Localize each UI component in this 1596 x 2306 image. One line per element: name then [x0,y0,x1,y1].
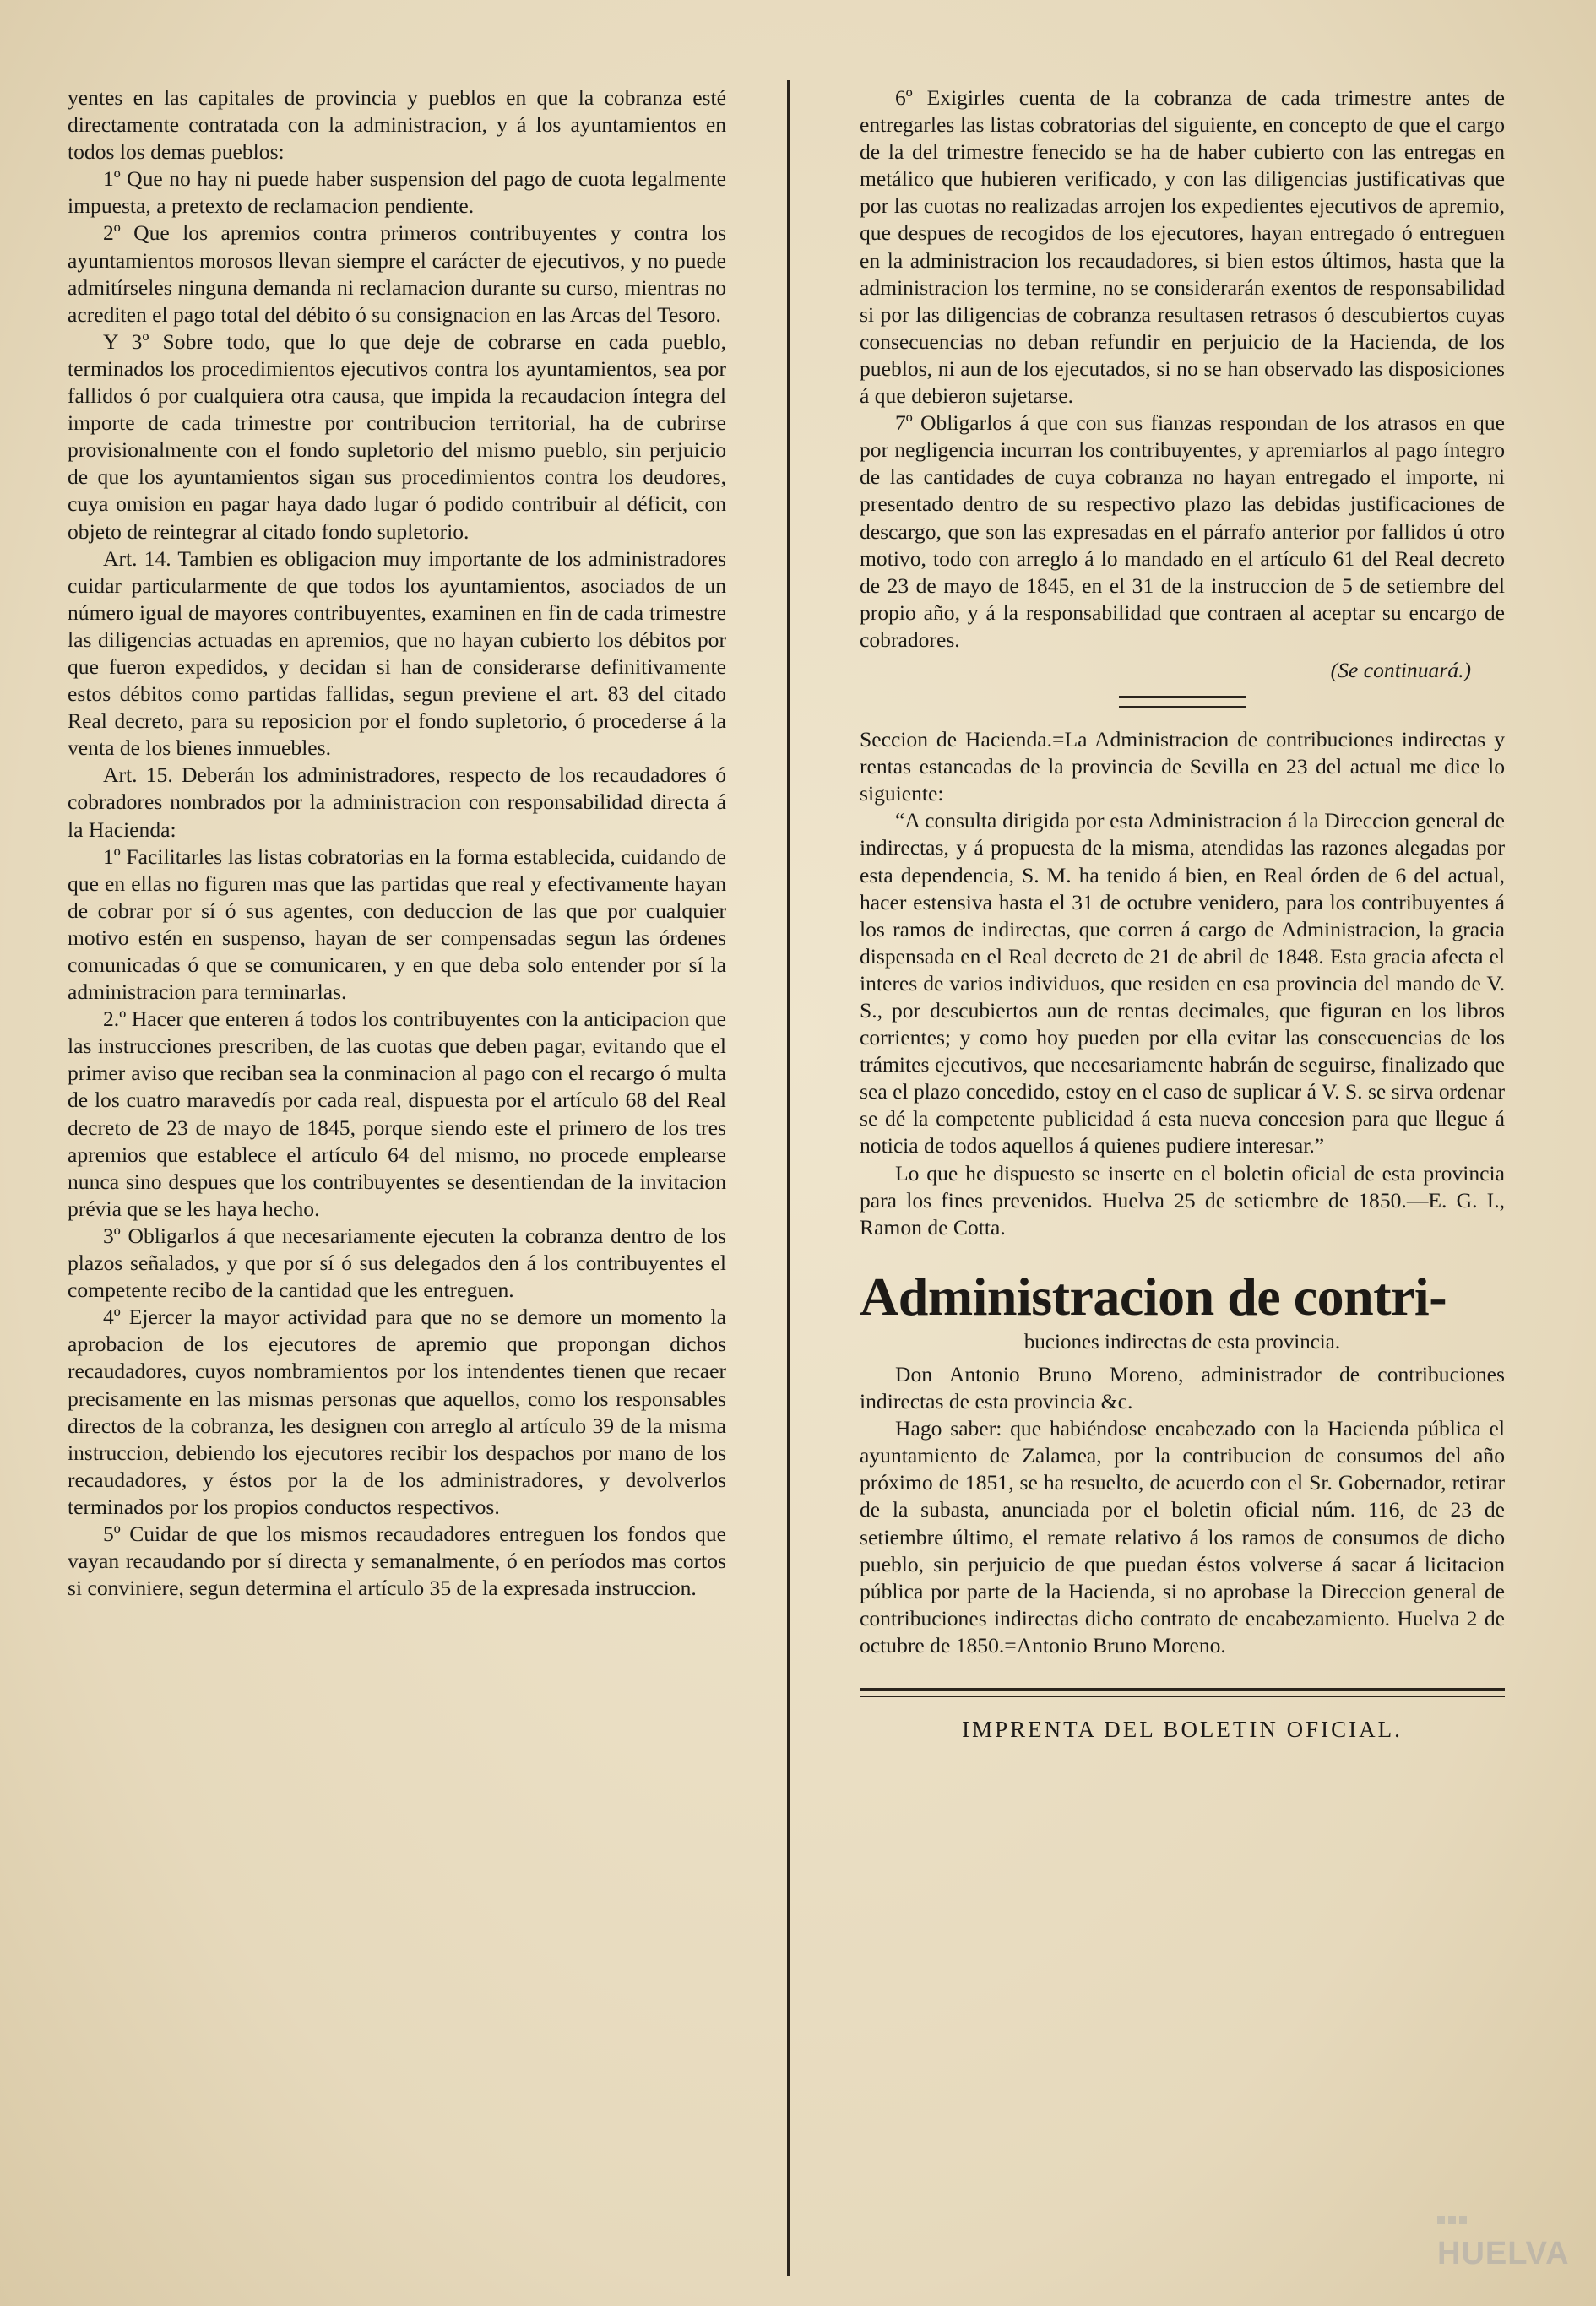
watermark-dots [1437,2216,1467,2224]
paragraph: 1º Que no hay ni puede haber suspension del pago de cuota legalmente impuesta, a pretexto de reclamacion pendiente. [68,166,726,219]
paragraph: 3º Obligarlos á que necesariamente ejecuten la cobranza dentro de los plazos señalados, y que por sí ó sus delegados den á los contribuyentes el competente recibo de la cantidad que les entreguen. [68,1223,726,1303]
paragraph: 4º Ejercer la mayor actividad para que no se demore un momento la aprobacion de los ejecutores de apremio que propongan dichos recaudadores, cuyos nombramientos por los intendentes tienen que recaer precisamente en las mismas personas que aquellos, como los responsables directos de la cobranza, les designen con arreglo al artículo 39 de la misma instruccion, debiendo los ejecutores recibir los despachos por mano de los recaudadores, y éstos por la de los administradores, y devolverlos terminados por los propios conductos respectivos. [68,1305,726,1519]
paragraph: 7º Obligarlos á que con sus fianzas respondan de los atrasos en que por negligencia incurran los contribuyentes, y apremiarlos al pago íntegro de las cantidades de cuya cobranza no hayan entregado el importe, ni presentado dentro de su respectivo plazo las debidas justificaciones de descargo, que son las expresadas en el párrafo anterior por fallidos ú otro motivo, todo con arreglo á lo mandado en el artículo 61 del Real decreto de 23 de mayo de 1845, en el 31 de la instruccion de 5 de setiembre del propio año, y á la responsabilidad que contraen al aceptar su encargo de cobradores. [860,410,1505,652]
section-subheading: buciones indirectas de esta provincia. [1023,1330,1341,1354]
ornament-divider [1119,696,1246,708]
paragraph: 2º Que los apremios contra primeros contribuyentes y contra los ayuntamientos morosos llevan siempre el carácter de ejecutivos, y no puede admitírseles ninguna demanda ni reclamacion durante su curso, mientras no acrediten el pago total del débito ó su consignacion en las Arcas del Tesoro. [68,220,726,327]
paragraph: 1º Facilitarles las listas cobratorias en la forma establecida, cuidando de que en ellas no figuren mas que las partidas que real y efectivamente hayan de cobrar por sí ó sus agentes, con deduccion de las que por cualquier motivo estén en suspenso, hayan de ser compensadas segun las órdenes comunicadas ó que se comunicaren, y en que deba solo entender por sí la administracion para terminarlas. [68,844,726,1005]
paragraph: 2.º Hacer que enteren á todos los contribuyentes con la anticipacion que las instrucciones prescriben, de las cuotas que deben pagar, evitando que el primer aviso que reciban sea la conminacion al pago con el recargo ó multa de los cuatro maravedís por cada real, dispuesta por el artículo 68 del Real decreto de 23 de mayo de 1845, porque siendo este el primero de los tres apremios que establece el artículo 64 del mismo, no procede emplearse nunca sino despues que los contribuyentes se desentiendan de la invitacion prévia que se les haya hecho. [68,1007,726,1221]
paragraph: Y 3º Sobre todo, que lo que deje de cobrarse en cada pueblo, terminados los procedimientos ejecutivos contra los ayuntamientos, sea por fallidos ó por cualquiera otra causa, que impida la recaudacion íntegra del importe de cada trimestre por contribucion territorial, ha de cubrirse provisionalmente con el fondo supletorio del mismo pueblo, sin perjuicio de que los ayuntamientos sigan sus procedimientos contra los deudores, cuya omision en pagar haya dado lugar ó podido contribuir al déficit, con objeto de reintegrar al citado fondo supletorio. [68,328,726,544]
continued-note: (Se continuará.) [1330,657,1471,682]
hacienda-signature: Lo que he dispuesto se inserte en el boletin oficial de esta provincia para los fines prevenidos. Huelva 25 de setiembre de 1850.—E. G. I., Ramon de Cotta. [860,1160,1505,1240]
paragraph: Art. 15. Deberán los administradores, respecto de los recaudadores ó cobradores nombrados por la administracion con responsabilidad directa á la Hacienda: [68,762,726,842]
imprint: IMPRENTA DEL BOLETIN OFICIAL. [962,1716,1403,1742]
watermark-logo: HUELVA [1437,2236,1570,2271]
left-column [68,84,726,1602]
hacienda-quote: “A consulta dirigida por esta Administracion á la Direccion general de indirectas, y á propuesta de la misma, atendidas las razones alegadas por esta dependencia, S. M. ha tenido á bien, en Real órden de 6 del actual, hacer estensiva hasta el 31 de octubre venidero, para los contribuyentes á los ramos de indirectas, que corren á cargo de Administracion, la gracia dispensada en el Real decreto de 21 de abril de 1848. Esta gracia afecta el interes de varios individuos, que residen en esa provincia del mando de V. S., por descubiertos aun de rentas decimales, que figuran en los libros corrientes; y como hoy pueden por ella evitar las consecuencias de los trámites ejecutivos, que necesariamente habrán de seguirse, finalizado que sea el plazo concedido, estoy en el caso de suplicar á V. S. se sirva ordenar se dé la competente publicidad á esta nueva concesion para que llegue á noticia de todos aquellos á quienes pudiere interesar.” [860,808,1505,1158]
right-column [860,84,1505,1743]
column-divider [787,80,790,2276]
section-heading: Administracion de contri- [860,1266,1447,1327]
paragraph: 5º Cuidar de que los mismos recaudadores entreguen los fondos que vayan recaudando por sí directa y semanalmente, ó en períodos mas cortos si conviniere, segun determina el artículo 35 de la expresada instruccion. [68,1521,726,1601]
footer-rule [860,1688,1505,1697]
paragraph: 6º Exigirles cuenta de la cobranza de cada trimestre antes de entregarles las listas cobratorias del siguiente, en concepto de que el cargo de la del trimestre fenecido se ha de haber cubierto con las entregas en metálico que hubieren verificado, y con las diligencias justificativas que por las cuotas no realizadas arrojen los expedientes ejecutivos de apremio, que despues de recogidos de los ejecutores, hayan entregado ó entreguen en la administracion los recaudadores, si bien estos últimos, hasta que la administracion los termine, no se considerarán exentos de responsabilidad si por las diligencias de cobranza resultasen retrasos ó descubiertos cuyas consecuencias no deban refundir en perjuicio de la Hacienda, de los pueblos, ni aun de los ejecutados, si no se han observado las disposiciones á que debieron sujetarse. [860,85,1505,409]
admin-intro: Don Antonio Bruno Moreno, administrador de contribuciones indirectas de esta provincia &c. [860,1361,1505,1414]
paragraph: yentes en las capitales de provincia y pueblos en que la cobranza esté directamente contratada con la administracion, y á los ayuntamientos en todos los demas pueblos: [68,85,726,165]
paragraph: Art. 14. Tambien es obligacion muy importante de los administradores cuidar particularmente de que todos los ayuntamientos, asociados de un número igual de mayores contribuyentes, examinen en fin de cada trimestre las diligencias actuadas en apremios, que no hayan cubierto los débitos por que fueron expedidos, y decidan si han de considerarse definitivamente estos débitos como partidas fallidas, segun previene el art. 83 del citado Real decreto, para su reposicion por el fondo supletorio, ó procederse á la venta de los bienes inmuebles. [68,545,726,761]
admin-notice: Hago saber: que habiéndose encabezado con la Hacienda pública el ayuntamiento de Zalamea, por la contribucion de consumos del año próximo de 1851, se ha resuelto, de acuerdo con el Sr. Gobernador, retirar de la subasta, anunciada por el boletin oficial núm. 116, de 23 de setiembre último, el remate relativo á los ramos de consumos de dicho pueblo, sin perjuicio de que puedan éstos volverse á sacar á licitacion pública por parte de la Hacienda, si no aprobase la Direccion general de contribuciones indirectas dicho contrato de encabezamiento. Huelva 2 de octubre de 1850.=Antonio Bruno Moreno. [860,1416,1505,1658]
hacienda-notice: Seccion de Hacienda.=La Administracion de contribuciones indirectas y rentas estancadas de la provincia de Sevilla en 23 del actual me dice lo siguiente: [860,727,1505,806]
